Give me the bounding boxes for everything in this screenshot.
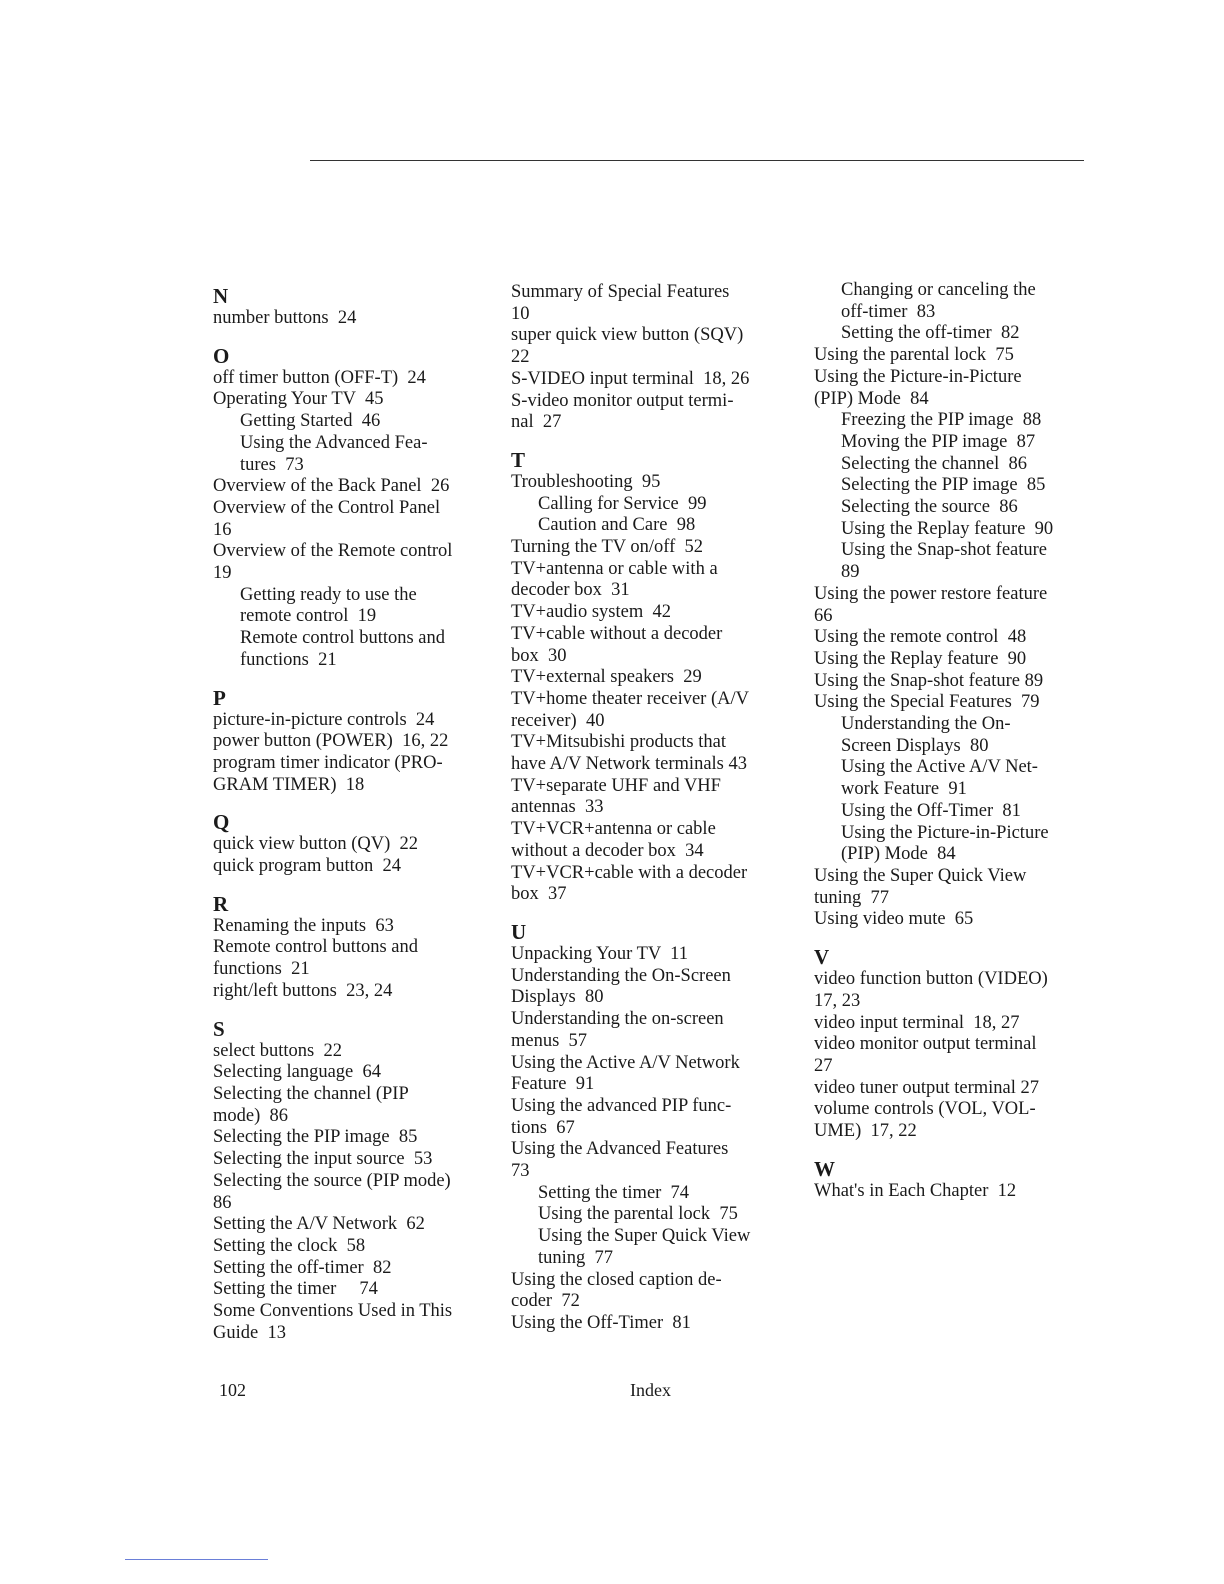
index-entry: picture-in-picture controls 24 bbox=[213, 709, 435, 730]
index-subentry: Setting the timer 74 bbox=[538, 1182, 690, 1203]
index-letter-heading: P bbox=[213, 685, 226, 710]
index-subentry: remote control 19 bbox=[240, 606, 377, 627]
index-entry: Turning the TV on/off 52 bbox=[511, 537, 704, 558]
index-letter-heading: R bbox=[213, 891, 229, 916]
index-entry: Overview of the Control Panel bbox=[213, 497, 441, 518]
index-entry: 19 bbox=[213, 563, 232, 584]
index-subentry: Using the Snap-shot feature bbox=[841, 540, 1048, 561]
index-entry: Using the advanced PIP func- bbox=[511, 1095, 732, 1116]
index-entry: Understanding the on-screen bbox=[511, 1009, 724, 1030]
index-entry: tions 67 bbox=[511, 1117, 575, 1138]
index-entry: Selecting the source (PIP mode) bbox=[213, 1170, 451, 1191]
index-entry: Using the Active A/V Network bbox=[511, 1052, 740, 1073]
index-entry: Overview of the Remote control bbox=[213, 541, 453, 562]
index-entry: functions 21 bbox=[213, 959, 310, 980]
index-subentry: Using the parental lock 75 bbox=[538, 1204, 738, 1225]
index-entry: Using the Replay feature 90 bbox=[814, 648, 1027, 669]
spacer bbox=[213, 878, 503, 892]
index-entry: Selecting the PIP image 85 bbox=[213, 1127, 418, 1148]
index-entry: TV+VCR+antenna or cable bbox=[511, 819, 716, 840]
index-entry: Using the Snap-shot feature 89 bbox=[814, 670, 1044, 691]
index-entry: 17, 23 bbox=[814, 990, 861, 1011]
index-column-2 bbox=[511, 282, 801, 1335]
index-entry: TV+antenna or cable with a bbox=[511, 558, 718, 579]
index-entry: select buttons 22 bbox=[213, 1040, 342, 1061]
index-entry: Using the remote control 48 bbox=[814, 627, 1027, 648]
index-entry: Using the Off-Timer 81 bbox=[511, 1312, 691, 1333]
index-entry: TV+Mitsubishi products that bbox=[511, 732, 726, 753]
index-entry: box 37 bbox=[511, 884, 567, 905]
index-entry: Selecting the input source 53 bbox=[213, 1149, 433, 1170]
index-entry: box 30 bbox=[511, 645, 567, 666]
index-entry: Overview of the Back Panel 26 bbox=[213, 476, 450, 497]
index-entry: 16 bbox=[213, 519, 232, 540]
index-entry: Feature 91 bbox=[511, 1074, 595, 1095]
header-rule bbox=[310, 160, 1084, 161]
index-subentry: Selecting the PIP image 85 bbox=[841, 475, 1046, 496]
footer-title: Index bbox=[630, 1380, 671, 1400]
index-entry: Selecting the channel (PIP bbox=[213, 1083, 409, 1104]
index-entry: Unpacking Your TV 11 bbox=[511, 943, 688, 964]
index-entry: program timer indicator (PRO- bbox=[213, 752, 443, 773]
index-entry: TV+VCR+cable with a decoder bbox=[511, 862, 748, 883]
index-entry: TV+separate UHF and VHF bbox=[511, 775, 721, 796]
index-entry: TV+external speakers 29 bbox=[511, 667, 702, 688]
index-entry: number buttons 24 bbox=[213, 308, 357, 328]
index-subentry: Remote control buttons and bbox=[240, 628, 446, 649]
index-entry: nal 27 bbox=[511, 412, 562, 433]
index-column-1 bbox=[213, 284, 503, 1344]
index-subentry: work Feature 91 bbox=[841, 779, 967, 800]
index-letter-heading: S bbox=[213, 1016, 225, 1041]
spacer bbox=[511, 434, 801, 448]
index-entry: Displays 80 bbox=[511, 987, 604, 1008]
index-subentry: Using the Replay feature 90 bbox=[841, 518, 1054, 539]
index-entry: decoder box 31 bbox=[511, 580, 630, 601]
index-entry: Setting the timer 74 bbox=[213, 1279, 378, 1300]
index-entry: Using the Advanced Features bbox=[511, 1139, 729, 1160]
index-entry: Some Conventions Used in This bbox=[213, 1301, 453, 1322]
index-entry: 22 bbox=[511, 347, 530, 368]
spacer bbox=[213, 796, 503, 810]
index-entry: have A/V Network terminals 43 bbox=[511, 754, 748, 775]
index-subentry: Getting ready to use the bbox=[240, 584, 417, 605]
index-entry: tuning 77 bbox=[814, 887, 890, 908]
index-entry: video input terminal 18, 27 bbox=[814, 1012, 1020, 1033]
index-entry: video monitor output terminal bbox=[814, 1034, 1037, 1055]
index-subentry: Using the Super Quick View bbox=[538, 1226, 751, 1247]
index-entry: (PIP) Mode 84 bbox=[814, 388, 929, 409]
index-entry: Troubleshooting 95 bbox=[511, 471, 661, 492]
index-subentry: Caution and Care 98 bbox=[538, 515, 696, 536]
index-subentry: functions 21 bbox=[240, 649, 337, 670]
index-entry: quick program button 24 bbox=[213, 856, 402, 877]
index-subentry: Using the Advanced Fea- bbox=[240, 432, 428, 453]
index-subentry: Using the Off-Timer 81 bbox=[841, 800, 1021, 821]
index-subentry: Changing or canceling the bbox=[841, 280, 1036, 300]
index-entry: Setting the off-timer 82 bbox=[213, 1257, 392, 1278]
index-subentry: Moving the PIP image 87 bbox=[841, 431, 1036, 452]
index-entry: volume controls (VOL, VOL- bbox=[814, 1099, 1036, 1120]
index-entry: Using the parental lock 75 bbox=[814, 345, 1014, 366]
index-subentry: 89 bbox=[841, 562, 860, 583]
index-entry: off timer button (OFF-T) 24 bbox=[213, 367, 426, 388]
index-entry: receiver) 40 bbox=[511, 710, 605, 731]
index-entry: Using the power restore feature bbox=[814, 583, 1048, 604]
index-letter-heading: V bbox=[814, 945, 830, 970]
index-entry: TV+cable without a decoder bbox=[511, 623, 723, 644]
index-letter-heading: U bbox=[511, 919, 527, 944]
index-entry: Using the closed caption de- bbox=[511, 1269, 722, 1290]
index-subentry: (PIP) Mode 84 bbox=[841, 844, 956, 865]
index-entry: video tuner output terminal 27 bbox=[814, 1077, 1040, 1098]
index-entry: 27 bbox=[814, 1055, 833, 1076]
index-subentry: tures 73 bbox=[240, 454, 304, 475]
index-entry: power button (POWER) 16, 22 bbox=[213, 731, 449, 752]
index-subentry: Understanding the On- bbox=[841, 714, 1011, 735]
index-entry: Understanding the On-Screen bbox=[511, 965, 731, 986]
spacer bbox=[213, 1003, 503, 1017]
index-subentry: tuning 77 bbox=[538, 1247, 614, 1268]
index-entry: TV+home theater receiver (A/V bbox=[511, 688, 749, 709]
index-letter-heading: O bbox=[213, 343, 230, 368]
index-entry: UME) 17, 22 bbox=[814, 1121, 917, 1142]
index-entry: Remote control buttons and bbox=[213, 937, 419, 958]
index-entry: Using video mute 65 bbox=[814, 909, 974, 930]
index-subentry: Freezing the PIP image 88 bbox=[841, 410, 1042, 431]
index-entry: S-video monitor output termi- bbox=[511, 390, 734, 411]
index-entry: Summary of Special Features bbox=[511, 282, 730, 302]
index-entry: Setting the clock 58 bbox=[213, 1235, 366, 1256]
index-entry: right/left buttons 23, 24 bbox=[213, 980, 393, 1001]
index-entry: mode) 86 bbox=[213, 1105, 289, 1126]
index-subentry: off-timer 83 bbox=[841, 301, 936, 322]
index-entry: TV+audio system 42 bbox=[511, 602, 671, 623]
index-entry: 73 bbox=[511, 1161, 530, 1182]
index-entry: antennas 33 bbox=[511, 797, 604, 818]
page-number: 102 bbox=[219, 1380, 246, 1400]
index-entry: Renaming the inputs 63 bbox=[213, 915, 394, 936]
spacer bbox=[814, 1143, 1104, 1157]
index-column-3 bbox=[814, 280, 1104, 1202]
index-subentry: Setting the off-timer 82 bbox=[841, 323, 1020, 344]
index-subentry: Selecting the source 86 bbox=[841, 497, 1018, 518]
index-entry: What's in Each Chapter 12 bbox=[814, 1180, 1017, 1201]
index-entry: quick view button (QV) 22 bbox=[213, 834, 419, 855]
index-subentry: Using the Active A/V Net- bbox=[841, 757, 1038, 778]
index-entry: Selecting language 64 bbox=[213, 1062, 381, 1083]
index-entry: coder 72 bbox=[511, 1291, 580, 1312]
index-entry: Setting the A/V Network 62 bbox=[213, 1214, 425, 1235]
spacer bbox=[213, 330, 503, 344]
index-letter-heading: T bbox=[511, 447, 526, 472]
index-entry: Using the Special Features 79 bbox=[814, 692, 1040, 713]
index-entry: S-VIDEO input terminal 18, 26 bbox=[511, 368, 750, 389]
index-letter-heading: N bbox=[213, 284, 229, 308]
index-entry: Guide 13 bbox=[213, 1322, 286, 1343]
index-subentry: Screen Displays 80 bbox=[841, 735, 989, 756]
index-entry: 10 bbox=[511, 303, 530, 324]
index-entry: Using the Super Quick View bbox=[814, 865, 1027, 886]
spacer bbox=[213, 672, 503, 686]
index-subentry: Calling for Service 99 bbox=[538, 493, 707, 514]
index-entry: without a decoder box 34 bbox=[511, 840, 704, 861]
bottom-rule bbox=[125, 1559, 268, 1560]
index-entry: Operating Your TV 45 bbox=[213, 389, 384, 410]
spacer bbox=[511, 906, 801, 920]
index-entry: 66 bbox=[814, 605, 833, 626]
index-subentry: Getting Started 46 bbox=[240, 411, 381, 432]
index-letter-heading: W bbox=[814, 1156, 835, 1181]
index-entry: 86 bbox=[213, 1192, 232, 1213]
spacer bbox=[814, 931, 1104, 945]
index-entry: super quick view button (SQV) bbox=[511, 325, 744, 346]
index-entry: video function button (VIDEO) bbox=[814, 969, 1048, 990]
index-entry: menus 57 bbox=[511, 1030, 588, 1051]
index-entry: Using the Picture-in-Picture bbox=[814, 366, 1022, 387]
index-entry: GRAM TIMER) 18 bbox=[213, 774, 365, 795]
index-subentry: Selecting the channel 86 bbox=[841, 453, 1027, 474]
index-letter-heading: Q bbox=[213, 810, 230, 835]
index-subentry: Using the Picture-in-Picture bbox=[841, 822, 1049, 843]
